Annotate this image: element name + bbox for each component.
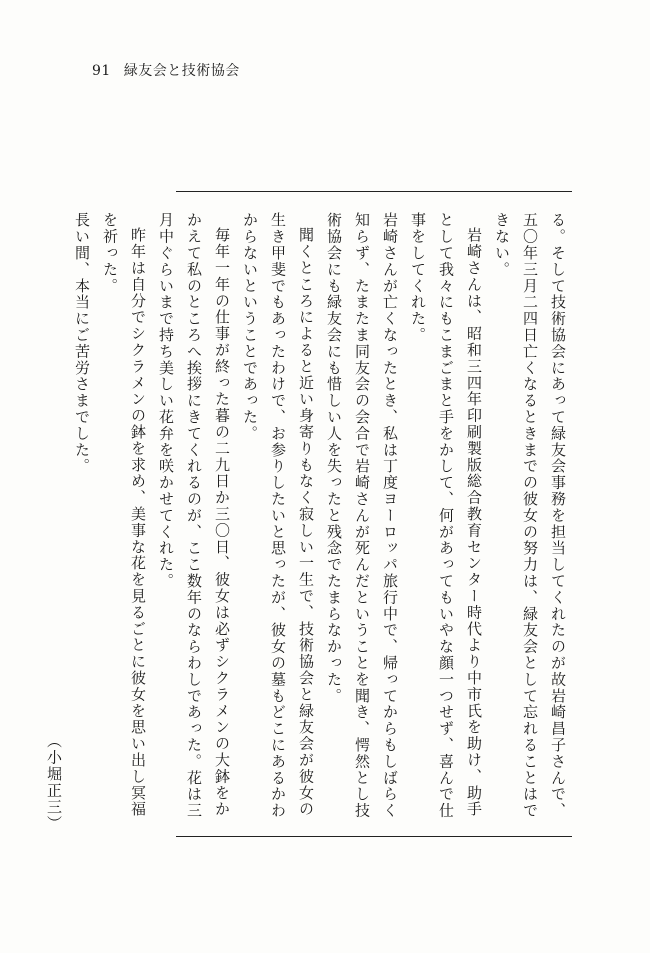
page-number: 91 xyxy=(92,63,111,79)
running-title: 緑友会と技術協会 xyxy=(123,63,240,79)
paragraph-5: 毎年一年の仕事が終った暮の二九日か三〇日、彼女は必ずシクラメンの大鉢をかかえて私のところへ挨拶にきてくれるのが、ここ数年のならわしであった。花は三月中ぐらいまで持ち美しい花弁を咲かせてくれた。 xyxy=(157,212,231,819)
closing-line: 長い間、本当にご苦労さまでした。 xyxy=(73,212,91,475)
author-signature: （小堀正三） xyxy=(45,733,63,832)
page-header xyxy=(92,60,240,80)
paragraph-4: 聞くところによると近い身寄りもなく寂しい一生で、技術協会と緑友会が彼女の生き甲斐でもあったわけで、お参りしたいと思ったが、彼女の墓もどこにあるかわからないということであった。 xyxy=(241,212,315,819)
paragraph-7 xyxy=(40,212,96,832)
paragraph-1: る。そして技術協会にあって緑友会事務を担当してくれたのが故岩崎昌子さんで、五〇年三月二四日亡くなるときまでの彼女の努力は、緑友会として忘れることはできない。 xyxy=(493,212,567,819)
article-body xyxy=(45,212,572,832)
top-rule xyxy=(176,191,572,192)
paragraph-6: 昨年は自分でシクラメンの鉢を求め、美事な花を見るごとに彼女を思い出し冥福を祈った。 xyxy=(101,212,147,818)
paragraph-3: 岩崎さんが亡くなったとき、私は丁度ヨーロッパ旅行中で、帰ってからもしばらく知らず、たまたま同友会の会合で岩崎さんが死んだということを聞き、愕然とし技術協会にも緑友会にも惜しい人を失ったと残念でたまらなかった。 xyxy=(325,212,399,819)
paragraph-2: 岩崎さんは、昭和三四年印刷製版総合教育センター時代より中市氏を助け、助手として我々にもこまごまと手をかして、何があってもいやな顔一つせず、喜んで仕事をしてくれた。 xyxy=(409,212,483,819)
bottom-rule xyxy=(176,836,572,837)
